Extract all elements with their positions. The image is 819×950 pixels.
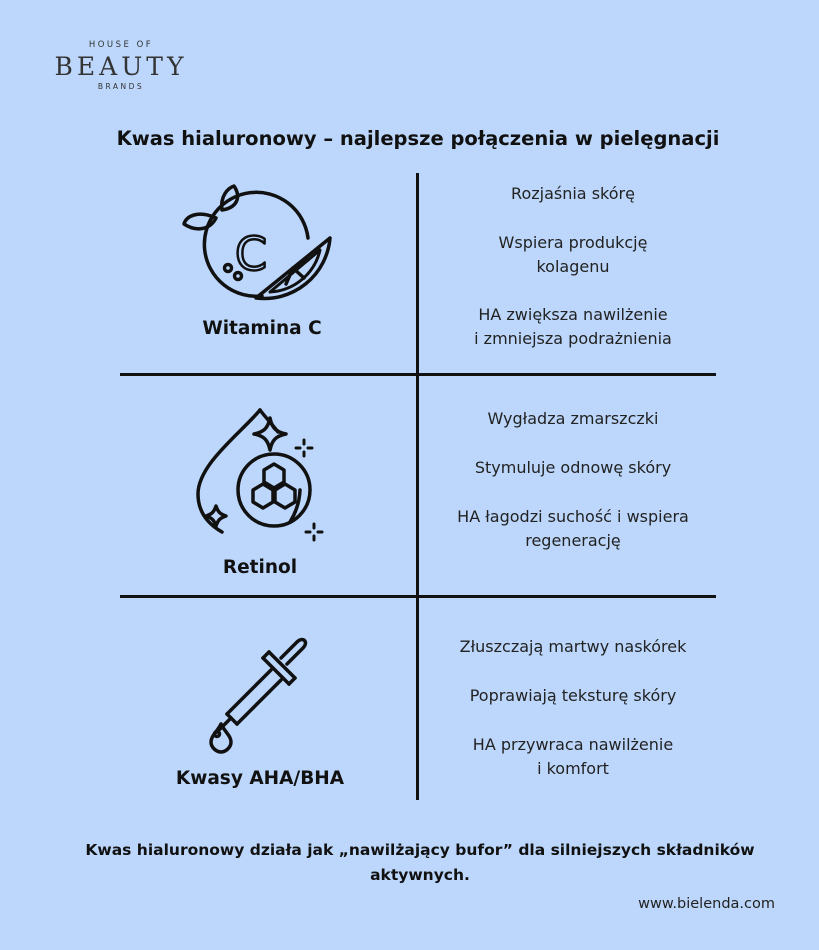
row-label-acids: Kwasy AHA/BHA: [175, 768, 345, 789]
dropper-icon: [205, 622, 315, 757]
benefit-item: HA łagodzi suchość i wspiera regenerację: [457, 507, 689, 550]
table-horizontal-divider: [120, 595, 716, 598]
website-link[interactable]: www.bielenda.com: [638, 896, 775, 912]
table-vertical-divider: [416, 173, 419, 800]
brand-logo: [54, 40, 188, 91]
table-horizontal-divider: [120, 373, 716, 376]
benefit-item: Wspiera produkcję kolagenu: [498, 233, 648, 276]
retinol-drop-icon: [190, 402, 330, 542]
brand-logo-top: HOUSE OF: [88, 40, 154, 50]
benefit-item: Złuszczają martwy naskórek: [459, 637, 687, 656]
brand-logo-main: BEAUTY: [54, 52, 188, 81]
row-label-vitamin-c: Witamina C: [202, 318, 322, 339]
benefit-item: Wygładza zmarszczki: [487, 409, 659, 428]
benefit-item: HA przywraca nawilżenie i komfort: [472, 735, 674, 778]
benefit-item: Stymuluje odnowę skóry: [474, 458, 672, 477]
vitamin-c-citrus-icon: [180, 180, 340, 310]
footer-note: Kwas hialuronowy działa jak „nawilżający bufor” dla silniejszych składników aktywnych.: [85, 841, 755, 884]
benefit-item: Rozjaśnia skórę: [511, 184, 635, 203]
benefit-item: Poprawiają teksturę skóry: [469, 686, 677, 705]
page-title: Kwas hialuronowy – najlepsze połączenia w pielęgnacji: [116, 127, 720, 150]
row-label-retinol: Retinol: [222, 557, 298, 578]
benefit-item: HA zwiększa nawilżenie i zmniejsza podrażnienia: [474, 305, 672, 348]
brand-logo-bottom: BRANDS: [97, 82, 145, 91]
vitamin-c-letter: C: [234, 227, 268, 281]
